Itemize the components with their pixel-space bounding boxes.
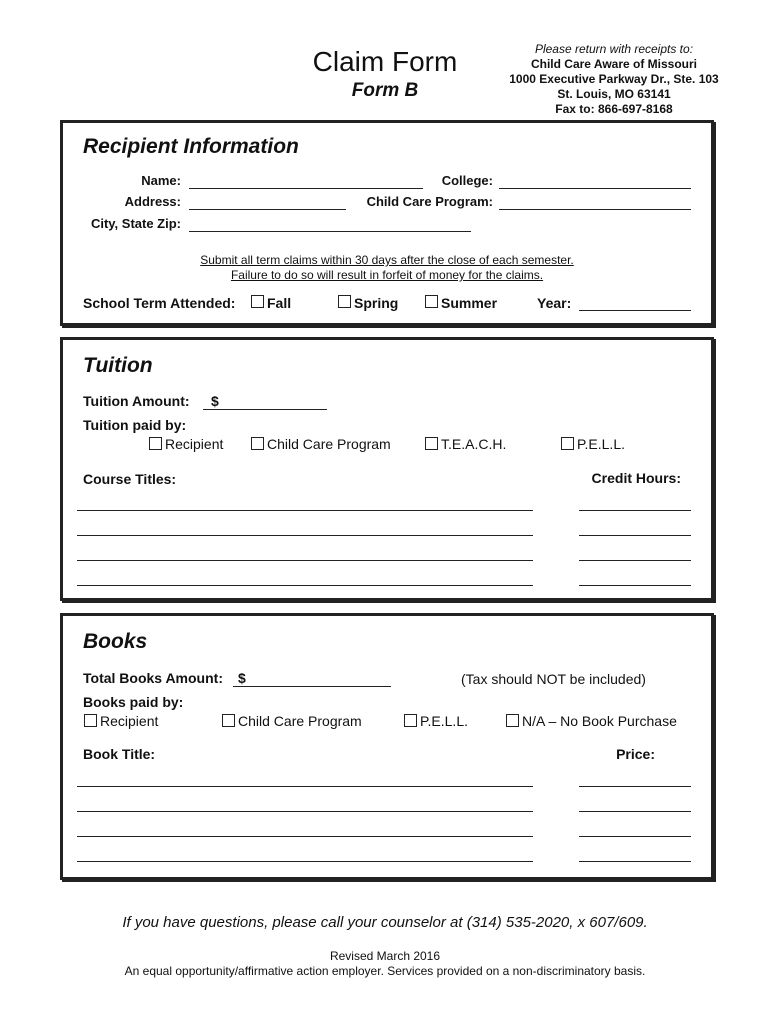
books-payer-program-checkbox[interactable]: [222, 714, 235, 727]
tax-note: (Tax should NOT be included): [461, 671, 646, 687]
name-label: Name:: [141, 173, 181, 188]
book-title-label: Book Title:: [83, 746, 156, 762]
tuition-payer-teach-label: T.E.A.C.H.: [441, 436, 507, 452]
books-payer-program-label: Child Care Program: [238, 713, 362, 729]
course-titles-label: Course Titles:: [83, 471, 177, 487]
course-title-line[interactable]: [77, 585, 533, 586]
revision-date: Revised March 2016: [329, 949, 441, 963]
books-payer-none-label: N/A – No Book Purchase: [522, 713, 677, 729]
year-field[interactable]: [579, 310, 691, 311]
return-note: Please return with receipts to:: [534, 42, 694, 56]
book-title-line[interactable]: [77, 861, 533, 862]
book-title-line[interactable]: [77, 811, 533, 812]
books-payer-pell-checkbox[interactable]: [404, 714, 417, 727]
city-state-zip-field[interactable]: [189, 231, 471, 232]
books-payer-recipient-checkbox[interactable]: [84, 714, 97, 727]
org-address-line1: 1000 Executive Parkway Dr., Ste. 103: [509, 72, 719, 86]
tuition-payer-program-label: Child Care Program: [267, 436, 391, 452]
year-label: Year:: [537, 295, 572, 311]
books-amount-field[interactable]: [233, 686, 391, 687]
deadline-notice-2: Failure to do so will result in forfeit of money for the claims.: [230, 268, 544, 282]
tuition-heading: Tuition: [83, 354, 153, 377]
books-amount-label: Total Books Amount:: [83, 670, 223, 686]
credit-hours-line[interactable]: [579, 510, 691, 511]
tuition-payer-pell-checkbox[interactable]: [561, 437, 574, 450]
tuition-paid-by-label: Tuition paid by:: [83, 417, 187, 433]
tuition-amount-label: Tuition Amount:: [83, 393, 190, 409]
questions-note: If you have questions, please call your counselor at (314) 535-2020, x 607/609.: [122, 914, 648, 931]
term-fall-checkbox[interactable]: [251, 295, 264, 308]
books-payer-pell-label: P.E.L.L.: [420, 713, 469, 729]
price-label: Price:: [616, 746, 655, 762]
org-fax: Fax to: 866-697-8168: [555, 102, 673, 116]
book-price-line[interactable]: [579, 786, 691, 787]
college-label: College:: [441, 173, 493, 188]
child-care-program-field[interactable]: [499, 209, 691, 210]
tuition-section: [60, 337, 714, 601]
form-subtitle: Form B: [351, 80, 419, 101]
name-field[interactable]: [189, 188, 423, 189]
tuition-payer-program-checkbox[interactable]: [251, 437, 264, 450]
recipient-section: [60, 120, 714, 326]
city-state-zip-label: City, State Zip:: [90, 216, 181, 231]
tuition-amount-field[interactable]: [203, 409, 327, 410]
credit-hours-line[interactable]: [579, 535, 691, 536]
course-title-line[interactable]: [77, 510, 533, 511]
tuition-payer-recipient-label: Recipient: [165, 436, 224, 452]
tuition-payer-recipient-checkbox[interactable]: [149, 437, 162, 450]
school-term-label: School Term Attended:: [83, 295, 236, 311]
books-payer-recipient-label: Recipient: [100, 713, 159, 729]
deadline-notice-1: Submit all term claims within 30 days after the close of each semester.: [200, 253, 574, 267]
college-field[interactable]: [499, 188, 691, 189]
tuition-payer-teach-checkbox[interactable]: [425, 437, 438, 450]
org-address-line2: St. Louis, MO 63141: [557, 87, 671, 101]
book-price-line[interactable]: [579, 811, 691, 812]
return-address-block: [500, 42, 728, 117]
books-payer-none-checkbox[interactable]: [506, 714, 519, 727]
books-heading: Books: [83, 630, 148, 653]
address-field[interactable]: [189, 209, 346, 210]
eeo-statement: An equal opportunity/affirmative action employer. Services provided on a non-discriminatory basis.: [124, 964, 646, 978]
address-label: Address:: [124, 194, 181, 209]
org-name: Child Care Aware of Missouri: [530, 57, 698, 71]
tuition-currency: $: [211, 393, 219, 409]
book-price-line[interactable]: [579, 836, 691, 837]
book-title-line[interactable]: [77, 786, 533, 787]
term-spring-checkbox[interactable]: [338, 295, 351, 308]
course-title-line[interactable]: [77, 560, 533, 561]
book-price-line[interactable]: [579, 861, 691, 862]
books-currency: $: [238, 670, 246, 686]
child-care-program-label: Child Care Program:: [366, 194, 493, 209]
books-section: [60, 613, 714, 880]
form-title: Claim Form: [312, 46, 458, 77]
term-summer-checkbox[interactable]: [425, 295, 438, 308]
credit-hours-label: Credit Hours:: [591, 470, 681, 486]
credit-hours-line[interactable]: [579, 585, 691, 586]
term-spring-label: Spring: [354, 295, 399, 311]
book-title-line[interactable]: [77, 836, 533, 837]
recipient-heading: Recipient Information: [83, 135, 299, 158]
term-fall-label: Fall: [267, 295, 292, 311]
term-summer-label: Summer: [441, 295, 498, 311]
course-title-line[interactable]: [77, 535, 533, 536]
tuition-payer-pell-label: P.E.L.L.: [577, 436, 626, 452]
books-paid-by-label: Books paid by:: [83, 694, 184, 710]
credit-hours-line[interactable]: [579, 560, 691, 561]
